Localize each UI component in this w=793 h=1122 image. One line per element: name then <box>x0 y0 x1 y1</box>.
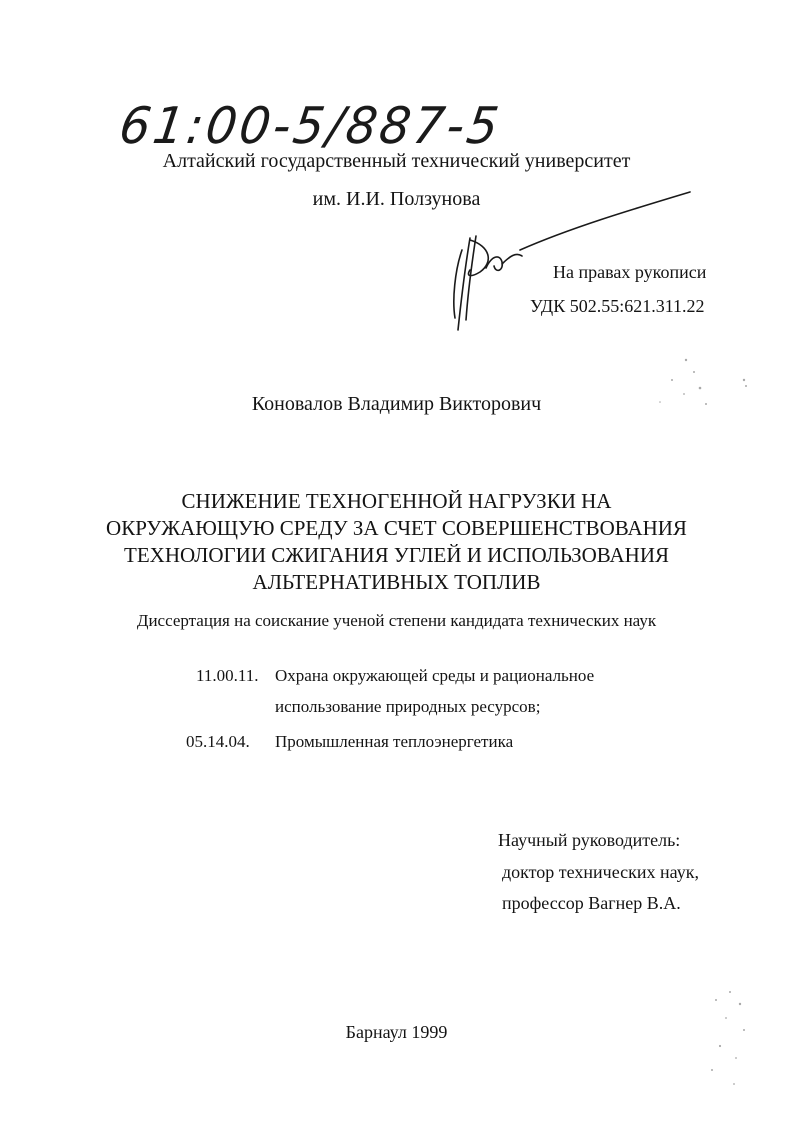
manuscript-rights: На правах рукописи <box>553 262 707 282</box>
title-line: СНИЖЕНИЕ ТЕХНОГЕННОЙ НАГРУЗКИ НА <box>181 489 612 513</box>
specialty-code: 11.00.11. <box>196 666 259 685</box>
archive-code-handwritten: 61:00-5/887-5 <box>115 96 505 156</box>
scan-specks <box>659 359 747 1085</box>
university-named-after: им. И.И. Ползунова <box>312 188 481 210</box>
title-line: АЛЬТЕРНАТИВНЫХ ТОПЛИВ <box>252 570 541 594</box>
specialty-name: Промышленная теплоэнергетика <box>275 732 514 751</box>
specialty-name-continued: использование природных ресурсов; <box>275 697 541 716</box>
udk-code: УДК 502.55:621.311.22 <box>530 296 705 316</box>
dissertation-type: Диссертация на соискание ученой степени кандидата технических наук <box>136 611 657 630</box>
place-and-year: Барнаул 1999 <box>345 1022 448 1042</box>
title-line: ТЕХНОЛОГИИ СЖИГАНИЯ УГЛЕЙ И ИСПОЛЬЗОВАНИЯ <box>124 543 669 567</box>
author-name: Коновалов Владимир Викторович <box>251 393 542 415</box>
supervisor-label: Научный руководитель: <box>498 830 681 850</box>
supervisor-degree: доктор технических наук, <box>502 862 699 882</box>
dissertation-title <box>0 488 793 596</box>
supervisor-name: профессор Вагнер В.А. <box>502 893 681 913</box>
specialty-name: Охрана окружающей среды и рациональное <box>275 666 595 685</box>
specialty-code: 05.14.04. <box>186 732 250 751</box>
university-name: Алтайский государственный технический университет <box>162 150 631 172</box>
title-line: ОКРУЖАЮЩУЮ СРЕДУ ЗА СЧЕТ СОВЕРШЕНСТВОВАНИЯ <box>106 516 687 540</box>
